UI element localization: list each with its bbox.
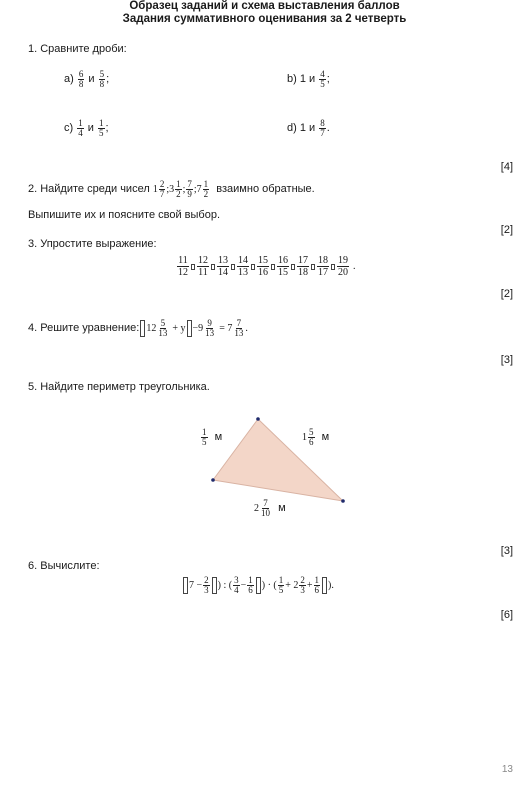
numerator: 1 xyxy=(78,118,83,128)
numerator: 19 xyxy=(338,255,348,266)
denominator: 14 xyxy=(218,267,228,278)
mixed-whole: 1 xyxy=(152,184,158,195)
denominator: 5 xyxy=(278,585,284,595)
bracket-box xyxy=(212,577,217,594)
task2-text-start: 2. Найдите среди чисел xyxy=(28,183,150,195)
denominator: 12 xyxy=(178,267,188,278)
punctuation: ). xyxy=(328,580,334,591)
numerator: 1 xyxy=(278,575,284,585)
numerator: 7 xyxy=(236,318,242,328)
task1-d-label: d) 1 и xyxy=(287,122,316,134)
numerator: 8 xyxy=(320,118,325,128)
mixed-whole: 2 xyxy=(254,503,259,514)
denominator: 6 xyxy=(309,437,314,447)
task4-line: 4. Решите уравнение: 12 $\frac{5}{13}$ + y − 9 $\frac{9}{13}$ = 7 $\frac{7}{13}$ . xyxy=(28,318,248,338)
conjunction: и xyxy=(88,73,95,85)
denominator: 2 xyxy=(203,189,209,199)
task3-text: 3. Упростите выражение: xyxy=(28,238,157,250)
fraction xyxy=(278,576,285,595)
task1-c-label: c) xyxy=(64,122,74,134)
fraction xyxy=(247,576,254,595)
numerator: 7 xyxy=(187,179,192,189)
denominator: 5 xyxy=(202,437,207,447)
fraction xyxy=(233,576,240,595)
numerator: 17 xyxy=(298,255,308,266)
separator: ; xyxy=(166,184,170,195)
fraction xyxy=(260,499,271,518)
task2-line2: Выпишите их и поясните свой выбор. xyxy=(28,209,221,221)
numerator: 5 xyxy=(309,427,314,437)
operator: + xyxy=(306,580,313,591)
triangle-vertex xyxy=(211,478,215,482)
denominator: 13 xyxy=(238,267,248,278)
task6-expression xyxy=(182,576,334,595)
page-number: 13 xyxy=(501,764,513,775)
denominator: 5 xyxy=(99,128,104,138)
bracket-box xyxy=(183,577,188,594)
fraction xyxy=(201,428,208,447)
denominator: 8 xyxy=(99,79,105,89)
numerator: 1 xyxy=(176,179,181,189)
numerator: 9 xyxy=(207,318,212,328)
denominator: 6 xyxy=(248,585,253,595)
numerator: 6 xyxy=(78,69,84,79)
numerator: 7 xyxy=(263,498,268,508)
operator: − xyxy=(240,580,247,591)
numerator: 18 xyxy=(318,255,328,266)
fraction xyxy=(308,428,315,447)
numerator: 1 xyxy=(203,179,209,189)
numerator: 2 xyxy=(300,575,305,585)
task5-mark: [3] xyxy=(500,545,513,557)
mixed-whole: 3 xyxy=(169,184,175,195)
numerator: 2 xyxy=(204,575,209,585)
numerator: 15 xyxy=(258,255,268,266)
denominator: 7 xyxy=(159,189,165,199)
numerator: 14 xyxy=(238,255,248,266)
denominator: 20 xyxy=(338,267,348,278)
triangle-vertex xyxy=(256,417,260,421)
denominator: 4 xyxy=(234,585,239,595)
page-subtitle: Задания суммативного оценивания за 2 четверть xyxy=(122,13,407,25)
numerator: 13 xyxy=(218,255,228,266)
unit: м xyxy=(214,431,223,443)
conjunction: и xyxy=(87,122,94,134)
denominator: 17 xyxy=(318,267,328,278)
denominator: 18 xyxy=(298,267,308,278)
denominator: 3 xyxy=(300,585,305,595)
punctuation: . xyxy=(353,261,356,272)
numerator: 5 xyxy=(99,69,105,79)
mixed-whole: 12 xyxy=(146,323,157,334)
numerator: 3 xyxy=(234,575,239,585)
triangle-vertex xyxy=(341,499,345,503)
punctuation: ; xyxy=(326,73,330,85)
numerator: 1 xyxy=(248,575,253,585)
denominator: 10 xyxy=(261,508,270,518)
punctuation: ; xyxy=(105,122,109,134)
denominator: 7 xyxy=(320,128,325,138)
numerator: 5 xyxy=(160,318,166,328)
task3-mark: [2] xyxy=(500,288,513,300)
numerator: 16 xyxy=(278,255,288,266)
punctuation: . xyxy=(245,323,248,334)
numerator: 1 xyxy=(99,118,104,128)
denominator: 6 xyxy=(314,585,320,595)
mixed-whole: 9 xyxy=(198,323,204,334)
task1-a-label: a) xyxy=(64,73,74,85)
separator: ; xyxy=(182,184,186,195)
operator: ) : ( xyxy=(217,580,233,591)
task6-text: 6. Вычислите: xyxy=(28,560,100,572)
mixed-whole: 7 xyxy=(196,184,202,195)
task5-text: 5. Найдите периметр треугольника. xyxy=(28,381,210,393)
page-title: Образец заданий и схема выставления баллов xyxy=(129,0,400,12)
fraction xyxy=(314,576,321,595)
fraction xyxy=(299,576,306,595)
side-left-label xyxy=(200,428,222,447)
denominator: 13 xyxy=(158,328,168,338)
denominator: 9 xyxy=(187,189,192,199)
denominator: 3 xyxy=(204,585,209,595)
unit: м xyxy=(278,502,286,514)
punctuation: . xyxy=(326,122,330,134)
denominator: 13 xyxy=(234,328,244,338)
denominator: 16 xyxy=(258,267,268,278)
task4-mark: [3] xyxy=(500,354,513,366)
denominator: 13 xyxy=(205,328,215,338)
denominator: 11 xyxy=(198,267,208,278)
separator: ; xyxy=(193,184,197,195)
task2-text-end: взаимно обратные. xyxy=(216,183,315,195)
numerator: 2 xyxy=(159,179,165,189)
side-right-label xyxy=(302,428,329,447)
side-bottom-label xyxy=(254,499,286,518)
task2-mark: [2] xyxy=(500,224,513,236)
bracket-box xyxy=(256,577,261,594)
task1-b-label: b) 1 и xyxy=(287,73,316,85)
mixed-whole: 1 xyxy=(302,432,307,443)
task1-mark: [4] xyxy=(500,161,513,173)
task1-text: 1. Сравните дроби: xyxy=(28,43,127,55)
denominator: 4 xyxy=(78,128,83,138)
numerator: 11 xyxy=(178,255,188,266)
unit: м xyxy=(321,431,330,443)
numerator: 4 xyxy=(320,69,325,79)
fraction xyxy=(203,576,210,595)
denominator: 5 xyxy=(320,79,325,89)
operator: + 2 xyxy=(285,580,299,591)
numerator: 1 xyxy=(314,575,320,585)
operator: = 7 xyxy=(219,323,233,334)
bracket-box xyxy=(322,577,327,594)
punctuation: ; xyxy=(106,73,110,85)
denominator: 15 xyxy=(278,267,288,278)
operator: + y xyxy=(172,323,186,334)
numerator: 1 xyxy=(202,427,207,437)
operator: 7 − xyxy=(189,580,203,591)
task6-mark: [6] xyxy=(500,609,513,621)
denominator: 2 xyxy=(176,189,181,199)
task4-text: 4. Решите уравнение: xyxy=(28,322,140,334)
operator: ) · ( xyxy=(261,580,277,591)
numerator: 12 xyxy=(198,255,208,266)
denominator: 8 xyxy=(78,79,84,89)
